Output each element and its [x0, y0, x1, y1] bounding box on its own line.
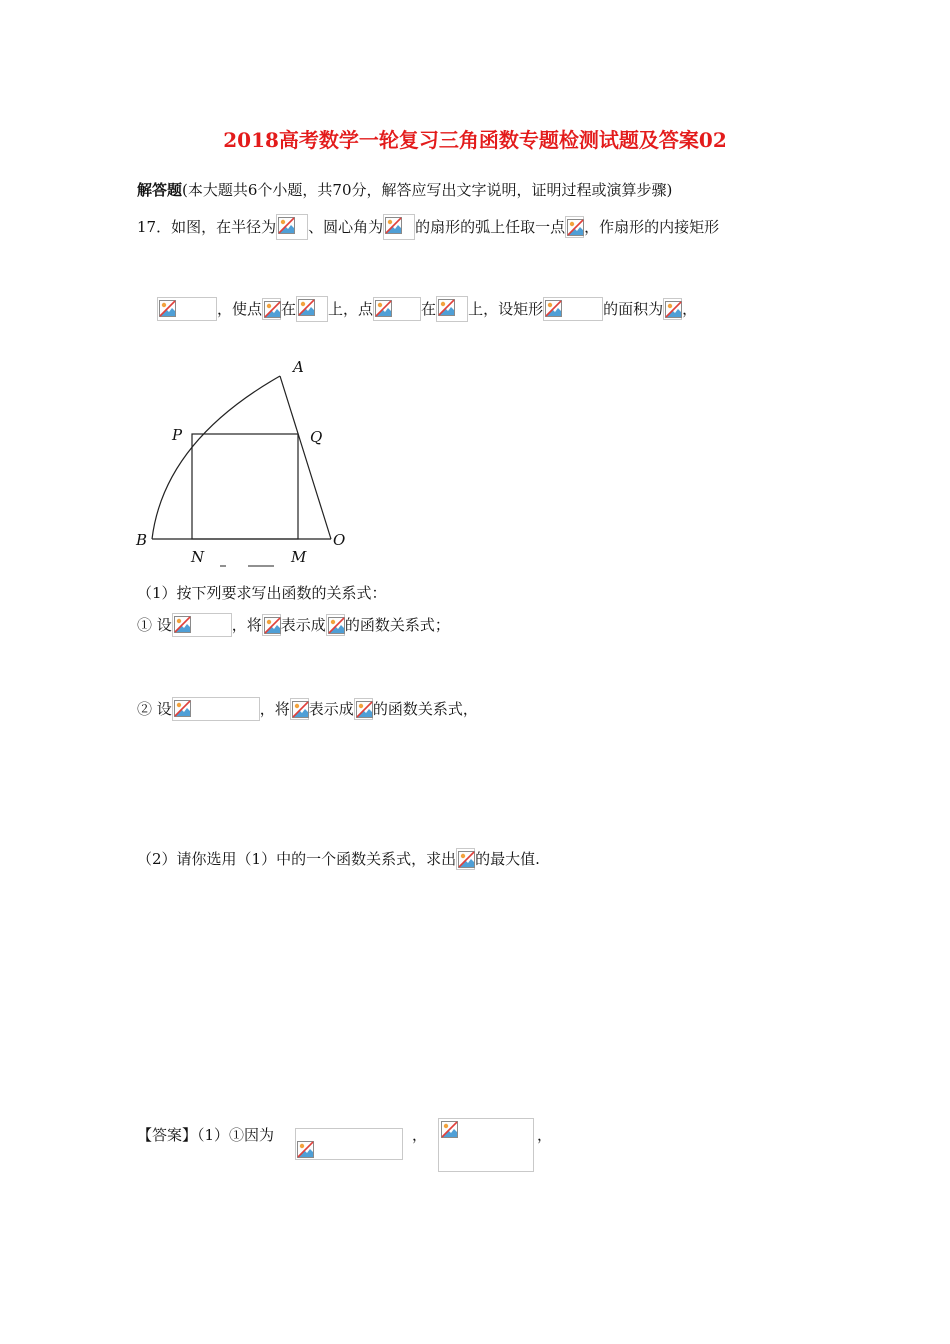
- q17-text: 在: [421, 300, 437, 318]
- radius-OA: [280, 376, 331, 539]
- q17-text: 表示成: [280, 616, 326, 634]
- q17-part1: （1）按下列要求写出函数的关系式：: [137, 584, 387, 602]
- broken-image-icon: [663, 298, 682, 320]
- q17-line1: [137, 214, 719, 240]
- q17-sub1: [137, 613, 450, 637]
- broken-image-icon: [436, 296, 468, 322]
- rectangle-PQMN: [192, 434, 298, 539]
- answer-text: （1）①因为: [197, 1126, 275, 1144]
- broken-image-icon: [172, 613, 232, 637]
- q17-text: ① 设: [137, 616, 172, 634]
- broken-image-icon: [326, 614, 345, 636]
- answer-image-2: [438, 1118, 534, 1172]
- broken-image-icon: [157, 297, 217, 321]
- label-N: N: [191, 548, 205, 566]
- broken-image-icon: [296, 296, 328, 322]
- q17-text: 上，点: [328, 300, 374, 318]
- q17-text: 表示成: [308, 700, 354, 718]
- q17-text: 的面积为: [603, 300, 664, 318]
- sector-figure: [130, 352, 370, 572]
- q17-text: ，将: [259, 700, 290, 718]
- broken-image-icon: [354, 698, 373, 720]
- answer-sep-2: ，: [537, 1126, 553, 1144]
- label-Q: Q: [310, 428, 323, 446]
- q17-part2: [137, 847, 540, 870]
- q17-text: 的函数关系式，: [372, 700, 478, 718]
- q17-sub2: [137, 697, 478, 721]
- broken-image-icon: [262, 614, 281, 636]
- label-B: B: [136, 531, 148, 549]
- broken-image-icon: [456, 848, 475, 870]
- answer-label: 【答案】: [137, 1126, 198, 1144]
- q17-text: 的函数关系式；: [344, 616, 450, 634]
- broken-image-icon: [383, 214, 415, 240]
- q17-text: ，使点: [217, 300, 263, 318]
- q17-text: 、圆心角为: [308, 218, 384, 236]
- section-note: (本大题共6个小题，共70分，解答应写出文字说明，证明过程或演算步骤): [182, 181, 673, 199]
- q17-line2: [157, 296, 697, 322]
- broken-image-icon: [172, 697, 260, 721]
- q17-text: 的最大值.: [475, 850, 540, 868]
- q17-text: 上，设矩形: [468, 300, 544, 318]
- broken-image-icon: [373, 297, 421, 321]
- broken-image-icon: [290, 698, 309, 720]
- page-title: 2018高考数学一轮复习三角函数专题检测试题及答案02: [223, 128, 727, 152]
- answer-line: [137, 1124, 274, 1146]
- broken-image-icon: [438, 1118, 534, 1172]
- arc-BA: [152, 376, 280, 539]
- label-O: O: [333, 531, 346, 549]
- broken-image-icon: [543, 297, 603, 321]
- q17-text: 在: [281, 300, 297, 318]
- q17-text: ② 设: [137, 700, 172, 718]
- section-header: [137, 178, 672, 201]
- label-A: A: [293, 358, 304, 376]
- q17-text: （2）请你选用（1）中的一个函数关系式，求出: [137, 850, 457, 868]
- section-heading: 解答题: [137, 181, 183, 199]
- broken-image-icon: [565, 216, 584, 238]
- q17-text: 17．如图，在半径为: [137, 218, 277, 236]
- q17-text: ，将: [231, 616, 262, 634]
- label-P: P: [172, 426, 183, 444]
- label-M: M: [291, 548, 307, 566]
- broken-image-icon: [262, 298, 281, 320]
- broken-image-icon: [276, 214, 308, 240]
- broken-image-icon: [295, 1128, 403, 1160]
- q17-text: 的扇形的弧上任取一点: [415, 218, 566, 236]
- answer-sep-1: ，: [412, 1126, 428, 1144]
- q17-text: ，作扇形的内接矩形: [584, 218, 720, 236]
- q17-text: ，: [682, 300, 698, 318]
- answer-image-1: [295, 1128, 403, 1160]
